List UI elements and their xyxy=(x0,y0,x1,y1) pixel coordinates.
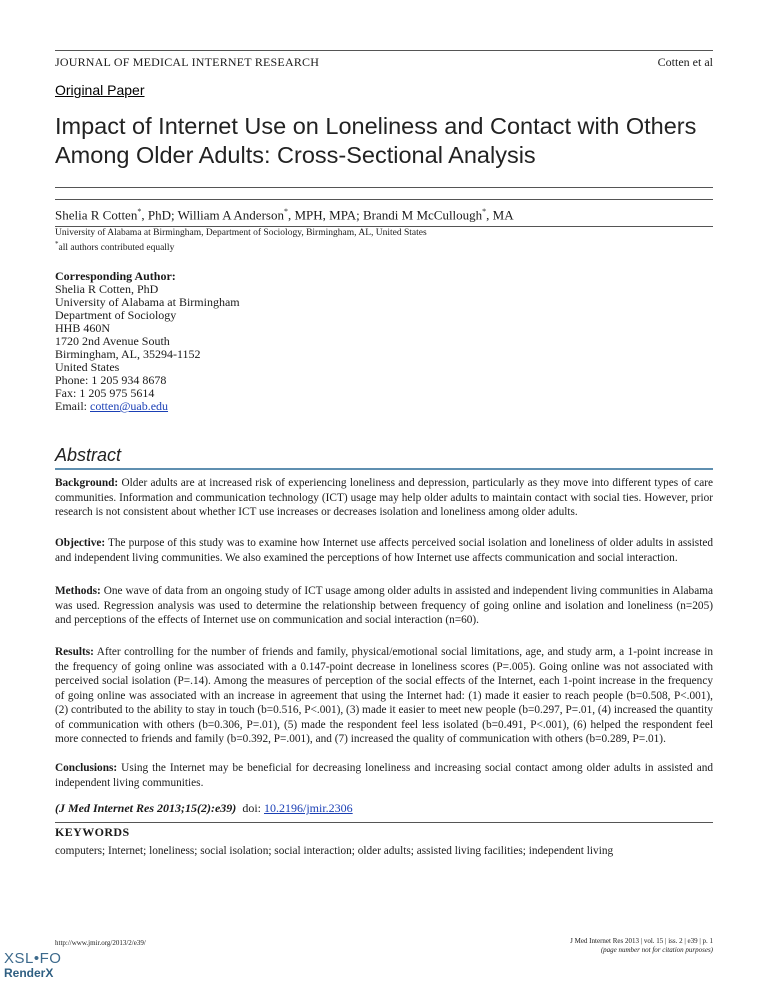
affiliation-note xyxy=(55,240,174,253)
author-mark: * xyxy=(137,207,142,216)
author-degrees: , MA xyxy=(486,207,514,223)
footer-page-info xyxy=(570,937,713,955)
renderx-logo xyxy=(4,950,61,980)
abstract-objective xyxy=(55,536,713,565)
corr-line: Fax: 1 205 975 5614 xyxy=(55,386,155,400)
citation-line xyxy=(55,801,353,816)
abstract-heading: Abstract xyxy=(55,445,122,465)
logo-line2: RenderX xyxy=(4,966,54,980)
section-label: Results: xyxy=(55,646,94,658)
section-text: The purpose of this study was to examine how Internet use affects perceived social isolation and loneliness of older adults in assisted and independent living communities. We also examined the perceptions of how Internet use affects communication and social interaction. xyxy=(55,537,714,564)
email-link[interactable]: cotten@uab.edu xyxy=(90,399,169,413)
section-text: One wave of data from an ongoing study of ICT usage among older adults in assisted and independent living communities in Alabama was used. Regression analysis was used to determine the relationship between frequency of going online and isolation and loneliness (n=205) and perceptions of the effects of Internet use on communication and social interaction (n=60). xyxy=(55,585,714,626)
section-label: Conclusions: xyxy=(55,762,118,774)
abstract-background xyxy=(55,476,713,520)
corr-line: Phone: 1 205 934 8678 xyxy=(55,373,167,387)
corr-line: Department of Sociology xyxy=(55,308,177,322)
corr-line: University of Alabama at Birmingham xyxy=(55,295,240,309)
footer-url: http://www.jmir.org/2013/2/e39/ xyxy=(55,939,146,947)
author-name: Shelia R Cotten xyxy=(55,207,138,223)
section-label: Methods: xyxy=(55,585,101,597)
note-mark: * xyxy=(55,240,59,248)
running-header xyxy=(55,50,713,69)
author-name: Brandi M McCullough xyxy=(363,207,483,223)
doi-label: doi: xyxy=(242,801,264,815)
abstract-methods xyxy=(55,584,713,628)
corr-email-line xyxy=(55,400,240,413)
abstract-divider xyxy=(55,468,713,470)
title-rule-bottom xyxy=(55,199,713,200)
note-text: all authors contributed equally xyxy=(58,243,175,254)
section-label: Objective: xyxy=(55,537,106,549)
journal-name: JOURNAL OF MEDICAL INTERNET RESEARCH xyxy=(55,55,320,69)
running-author: Cotten et al xyxy=(657,55,713,69)
footer-pageinfo-text: J Med Internet Res 2013 | vol. 15 | iss. 2 | e39 | p. 1 xyxy=(570,937,713,945)
title-rule-top xyxy=(55,187,713,188)
author-list xyxy=(55,207,514,223)
abstract-conclusions xyxy=(55,761,713,790)
logo-line1: XSL•FO xyxy=(4,950,62,967)
author-degrees: , PhD; xyxy=(141,207,178,223)
corr-line: Shelia R Cotten, PhD xyxy=(55,282,159,296)
citation-ref: (J Med Internet Res 2013;15(2):e39) xyxy=(55,801,237,815)
author-degrees: , MPH, MPA; xyxy=(287,207,363,223)
section-text: After controlling for the number of friends and family, physical/emotional social limitations, age, and study arm, a 1-point increase in the frequency of going online was associated with a 0.147-point decrease in loneliness scores (P=.005). Going online was not associated with perceived social isolation (P=.14). Among the measures of perception of the social effects of the Internet, each 1-point increase in the frequency of going online was associated with an increase in agreement that using the Internet had: (1) made it easier to reach people (b=0.508, P<.001), (2) contributed to the ability to stay in touch (b=0.516, P<.001), (3) made it easier to meet new people (b=0.297, P=.01, (4) increased the quantity of communication with others (b=0.306, P=.01), (5) made the respondent feel less isolated (b=0.491, P<.001), (6) helped the respondent feel more connected to friends and family (b=0.392, P=.001), and (7) increased the quality of communication with others (b=0.289, P=.01). xyxy=(55,646,713,745)
article-title: Impact of Internet Use on Loneliness and Contact with Others Among Older Adults: Cross-Sectional Analysis xyxy=(55,113,697,168)
abstract-results xyxy=(55,645,713,747)
keywords-heading: KEYWORDS xyxy=(55,825,130,839)
section-label: Background: xyxy=(55,477,119,489)
keywords-list: computers; Internet; loneliness; social isolation; social interaction; older adults; assisted living facilities; independent living xyxy=(55,845,614,857)
corr-line: 1720 2nd Avenue South xyxy=(55,334,170,348)
paper-type-label: Original Paper xyxy=(55,82,145,98)
author-name: William A Anderson xyxy=(177,207,284,223)
authors-rule xyxy=(55,226,713,227)
email-label: Email: xyxy=(55,399,90,413)
corr-line: Birmingham, AL, 35294-1152 xyxy=(55,347,201,361)
doi-link[interactable]: 10.2196/jmir.2306 xyxy=(263,801,353,815)
corresponding-author-block xyxy=(55,270,240,413)
corr-line: HHB 460N xyxy=(55,321,111,335)
corresponding-heading: Corresponding Author: xyxy=(55,269,176,283)
section-text: Older adults are at increased risk of experiencing loneliness and depression, particularly as they move into different types of care communities. Information and communication technology (ICT) usage may help older adults to maintain contact with social ties. However, prior research is not consistent about whether ICT use increases or decreases isolation and loneliness among older adults. xyxy=(55,477,713,518)
footer-note: (page number not for citation purposes) xyxy=(600,946,713,954)
author-mark: * xyxy=(283,207,288,216)
corr-line: United States xyxy=(55,360,120,374)
author-mark: * xyxy=(482,207,487,216)
affiliation: University of Alabama at Birmingham, Department of Sociology, Birmingham, AL, United States xyxy=(55,228,427,238)
keywords-rule xyxy=(55,822,713,823)
section-text: Using the Internet may be beneficial for decreasing loneliness and increasing social contact among older adults in assisted and independent living communities. xyxy=(55,762,714,789)
